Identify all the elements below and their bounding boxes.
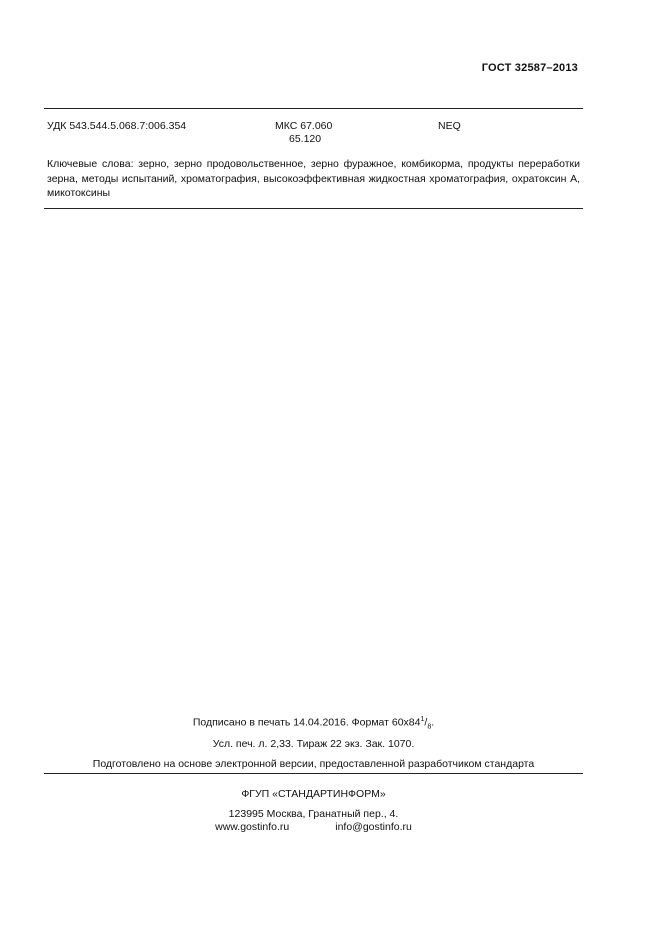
email-link[interactable]: info@gostinfo.ru [335,821,412,833]
top-divider [44,108,583,109]
signed-for-print-text: Подписано в печать 14.04.2016. Формат 60х84 [192,716,421,729]
udk-code: УДК 543.544.5.068.7:006.354 [47,120,187,132]
mks-code-primary: МКС 67.060 [275,120,333,132]
prepared-note: Подготовлено на основе электронной версии, предоставленной разработчиком стандарта [92,758,535,770]
keywords-paragraph: Ключевые слова: зерно, зерно продовольственное, зерно фуражное, комбикорма, продукты переработки зерна, методы испытаний, хроматография, высокоэффективная жидкостная хроматография, охратоксин А, микотоксины [47,158,580,199]
mks-code-secondary: 65.120 [289,133,322,145]
standard-code: ГОСТ 32587–2013 [481,62,578,74]
format-denominator: 8 [427,723,432,731]
keywords-divider [44,208,583,209]
website-link[interactable]: www.gostinfo.ru [215,821,290,833]
imprint-divider [44,773,583,774]
signed-for-print-suffix: . [431,716,435,729]
print-run-line: Усл. печ. л. 2,33. Тираж 22 экз. Зак. 1070. [212,738,415,750]
publisher-contacts [44,821,583,833]
signed-for-print-line: Подписано в печать 14.04.2016. Формат $60х84^1/_8$. [192,716,435,731]
publisher-name: ФГУП «СТАНДАРТИНФОРМ» [241,788,386,800]
format-numerator: 1 [420,716,425,723]
mks-codes [275,120,332,146]
neq-marker: NEQ [438,120,461,132]
publisher-address: 123995 Москва, Гранатный пер., 4. [228,808,399,820]
